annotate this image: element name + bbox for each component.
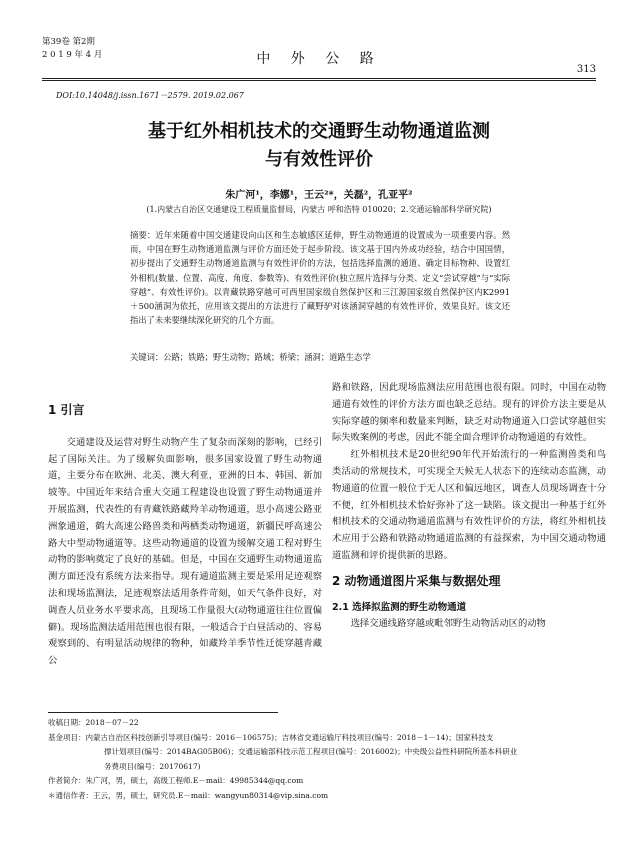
volume-issue: 第39卷 第2期 [42,37,95,47]
fund-line-1: 基金项目：内蒙古自治区科技创新引导项目(编号：2016－106575)；吉林省交通运输厅科技项目(编号：2018－1－14)；国家科技支 [48,732,494,742]
section1-heading: 1 引言 [48,403,85,417]
abstract: 摘要：近年来随着中国交通建设向山区和生态敏感区延伸，野生动物通道的设置成为一项重要内容。然而，中国在野生动物通道监测与评价方面还处于起步阶段。该文基于国内外成功经验，结合中国国情，初步提出了交通野生动物通道监测与有效性评价的方法，包括选择监测的通道、确定目标物种、设置红外相机(数量、位置、高度、角度、参数等)、有效性评价(独立照片选择与分类、定义“尝试穿越”与“实际穿越”、有效性评价)。以青藏铁路穿越可可西里国家级自然保护区和三江源国家级自然保护区内K2991＋500涵洞为依托，应用该文提出的方法进行了藏野驴对该涵洞穿越的有效性评价，效果良好。该文还指出了未来要继续深化研究的几个方面。 [130,230,510,326]
section1-paragraph1: 交通建设及运营对野生动物产生了复杂而深刻的影响，已经引起了国际关注。为了缓解负面影响，很多国家设置了野生动物通道，主要分布在欧洲、北美、澳大利亚，亚洲的日本、韩国、新加坡等。中国近年来结合重大交通工程建设也设置了野生动物通道并开展监测，代表性的有青藏铁路藏羚羊动物通道，思小高速公路亚洲象通道，鹤大高速公路兽类和两栖类动物通道，新疆民呼高速公路大中型动物通道等。这些动物通道的设置为缓解交通工程对野生动物的影响奠定了良好的基础。但是，中国在交通野生动物通道监测方面还没有系统方法来指导。现有通道监测主要是采用足迹观察法和现场监测法，足迹观察法适用条件苛刻，如天气条件良好，对调查人员业务水平要求高，且现场工作量很大(动物通道往往位置偏僻)。现场监测法适用范围也很有限，一般适合于白昼活动的、容易观察到的、有明显活动规律的物种，如藏羚羊季节性迁徙穿越青藏公 [48,436,322,667]
footnote-rule [48,712,278,713]
affiliation: (1.内蒙古自治区交通建设工程质量监督局，内蒙古 呼和浩特 010020；2.交通运输部科学研究院) [146,205,492,214]
paper-title-line2: 与有效性评价 [265,149,373,170]
section1-paragraph1-continued: 路和铁路，因此现场监测法应用范围也很有限。同时，中国在动物通道有效性的评价方法方面也缺乏总结。现有的评价方法主要是从实际穿越的频率和数量来判断，缺乏对动物通道入口尝试穿越但实际失败案例的考虑，因此不能全面合理评价动物通道的有效性。 [332,382,606,444]
header-rule [42,78,596,79]
subsection-2-1-text: 选择交通线路穿越或毗邻野生动物活动区的动物 [350,618,546,630]
publication-date: 2 0 1 9 年 4 月 [42,50,103,60]
subsection-2-1-heading: 2.1 选择拟监测的野生动物通道 [332,601,467,613]
left-column [48,380,322,670]
paper-title [0,118,638,174]
fund-line-2: 撑计划项目(编号：2014BAG05B06)；交通运输部科技示范工程项目(编号：2016002)；中央级公益性科研院所基本科研业 [104,747,518,756]
right-column [332,380,606,633]
paper-title-line1: 基于红外相机技术的交通野生动物通道监测 [148,121,490,142]
header-rule-thin [42,80,596,81]
authors: 朱广河¹，李娜¹，王云²*，关磊²，孔亚平² [225,190,413,201]
received-date: 收稿日期：2018－07－22 [48,718,139,727]
doi[interactable]: DOI:10.14048/j.issn.1671－2579. 2019.02.067 [56,91,244,100]
fund-line-3: 务费项目(编号：20170617) [104,761,201,771]
journal-name: 中 外 公 路 [256,51,382,67]
section1-paragraph2: 红外相机技术是20世纪90年代开始流行的一种监测兽类和鸟类活动的常规技术，可实现全天候无人状态下的连续动态监测，动物通道的位置一般位于无人区和偏远地区，调查人员现场调查十分不便，红外相机技术恰好弥补了这一缺陷。该文提出一种基于红外相机技术的交通动物通道监测与有效性评价的方法，将红外相机技术应用于公路和铁路动物通道监测的有益探索，为中国交通动物通道监测和评价提供新的思路。 [332,449,606,561]
footnotes [48,716,598,803]
corresponding-author: ＊通信作者：王云，男，硕士，研究员.E－mail：wangyun80314@vip.sina.com [48,790,329,800]
keywords: 关键词：公路；铁路；野生动物；路域；桥梁；涵洞；道路生态学 [130,352,371,362]
section2-heading: 2 动物通道图片采集与数据处理 [332,573,501,588]
author-intro: 作者简介：朱广河，男，硕士，高级工程师.E－mail：49985344@qq.com [48,776,304,785]
page-number: 313 [576,64,596,75]
